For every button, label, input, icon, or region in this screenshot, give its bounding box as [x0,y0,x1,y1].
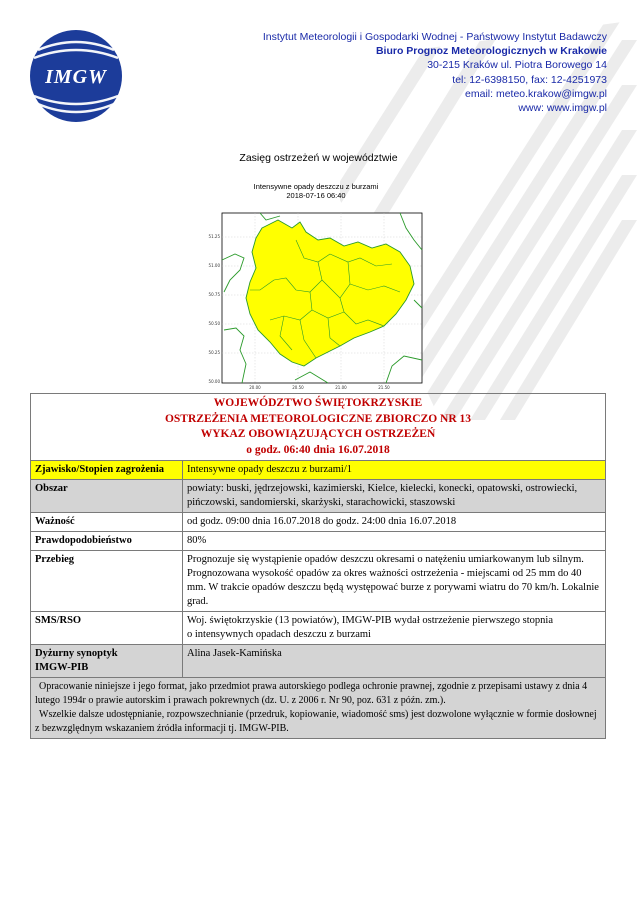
row-value: Alina Jasek-Kamińska [183,645,606,678]
region-title: WOJEWÓDZTWO ŚWIĘTOKRZYSKIE [213,397,423,409]
website[interactable]: www: www.imgw.pl [518,102,607,115]
row-value: Prognozuje się wystąpienie opadów deszczu okresami o natężeniu umiarkowanym lub silnym. Prognozowana wysokość opadów za okres ważności ostrzeżenia - miejscami od 25 mm do 40 mm. W trakcie opadów deszczu będą występować burze z porywami wiatru do 70 km/h. Lokalnie grad. [183,551,606,612]
forecaster-org: IMGW-PIB [35,662,89,673]
row-forecaster [31,645,606,678]
lon-label: 20.00 [249,385,261,390]
map-section-title: Zasięg ostrzeżeń w województwie [239,152,398,164]
row-value: od godz. 09:00 dnia 16.07.2018 do godz. 24:00 dnia 16.07.2018 [183,513,606,532]
lat-label: 51.00 [208,263,220,268]
warning-list-title: WYKAZ OBOWIĄZUJĄCYCH OSTRZEŻEŃ [200,428,436,440]
row-phenomenon [31,461,606,480]
row-area [31,480,606,513]
svg-text:IMGW: IMGW [45,66,107,88]
row-course [31,551,606,612]
row-value: 80% [183,532,606,551]
row-value: powiaty: buski, jędrzejowski, kazimierski, Kielce, kielecki, konecki, opatowski, ostrowiecki, pińczowski, sandomierski, skarżyski, starachowicki, staszowski [183,480,606,513]
copyright-para: Opracowanie niniejsze i jego format, jako przedmiot prawa autorskiego podlega ochronie prawnej, zgodnie z przepisami ustawy z dnia 4 lutego 1994r o prawie autorskim i prawach pokrewnych (dz. U. z 2006 r. Nr 90, poz. 631 z późn. zm.). [35,681,588,706]
copyright-para: Wszelkie dalsze udostępnianie, rozpowszechnianie (przedruk, kopiowanie, wiadomość sms) jest dozwolone wyłącznie w formie dosłownej z bezwzględnym wskazaniem źródła informacji tj. IMGW-PIB. [35,709,597,734]
row-label: Zjawisko/Stopien zagrożenia [31,461,183,480]
phone-fax: tel: 12-6398150, fax: 12-4251973 [452,73,607,86]
institute-header [263,30,607,115]
row-validity [31,513,606,532]
lat-label: 50.00 [208,379,220,384]
copyright-text [31,678,606,739]
warning-table [30,393,606,739]
lat-label: 51.25 [208,234,220,239]
warning-time: o godz. 06:40 dnia 16.07.2018 [246,443,390,456]
sms-line: Woj. świętokrzyskie (13 powiatów), IMGW-PIB wydał ostrzeżenie pierwszego stopnia [187,615,553,626]
lat-label: 50.50 [208,321,220,326]
row-label: Ważność [31,513,183,532]
lon-label: 20.50 [292,385,304,390]
copyright-footer [31,678,606,739]
address: 30-215 Kraków ul. Piotra Borowego 14 [427,59,607,72]
row-label: Obszar [31,480,183,513]
institute-name: Instytut Meteorologii i Gospodarki Wodnej - Państwowy Instytut Badawczy [262,31,607,43]
lat-label: 50.25 [208,350,220,355]
email[interactable]: email: meteo.krakow@imgw.pl [465,87,607,100]
row-value [183,612,606,645]
lat-label: 50.75 [208,292,220,297]
row-label: Przebieg [31,551,183,612]
row-label: SMS/RSO [31,612,183,645]
forecaster-label: Dyżurny synoptyk [35,648,118,659]
row-probability [31,532,606,551]
map-caption-phenomenon: Intensywne opady deszczu z burzami [253,182,379,191]
warning-number: OSTRZEŻENIA METEOROLOGICZNE ZBIORCZO NR 13 [164,412,472,425]
lon-label: 21.50 [378,385,390,390]
row-value: Intensywne opady deszczu z burzami/1 [183,461,606,480]
row-sms [31,612,606,645]
imgw-logo [28,28,124,124]
office-name: Biuro Prognoz Meteorologicznych w Krakowie [375,45,607,58]
row-label: Prawdopodobieństwo [31,532,183,551]
lon-label: 21.00 [335,385,347,390]
sms-line: o intensywnych opadach deszczu z burzami [187,629,371,640]
row-label [31,645,183,678]
warning-title [31,394,606,461]
warning-map [200,180,432,395]
map-caption-time: 2018-07-16 06:40 [286,191,346,200]
